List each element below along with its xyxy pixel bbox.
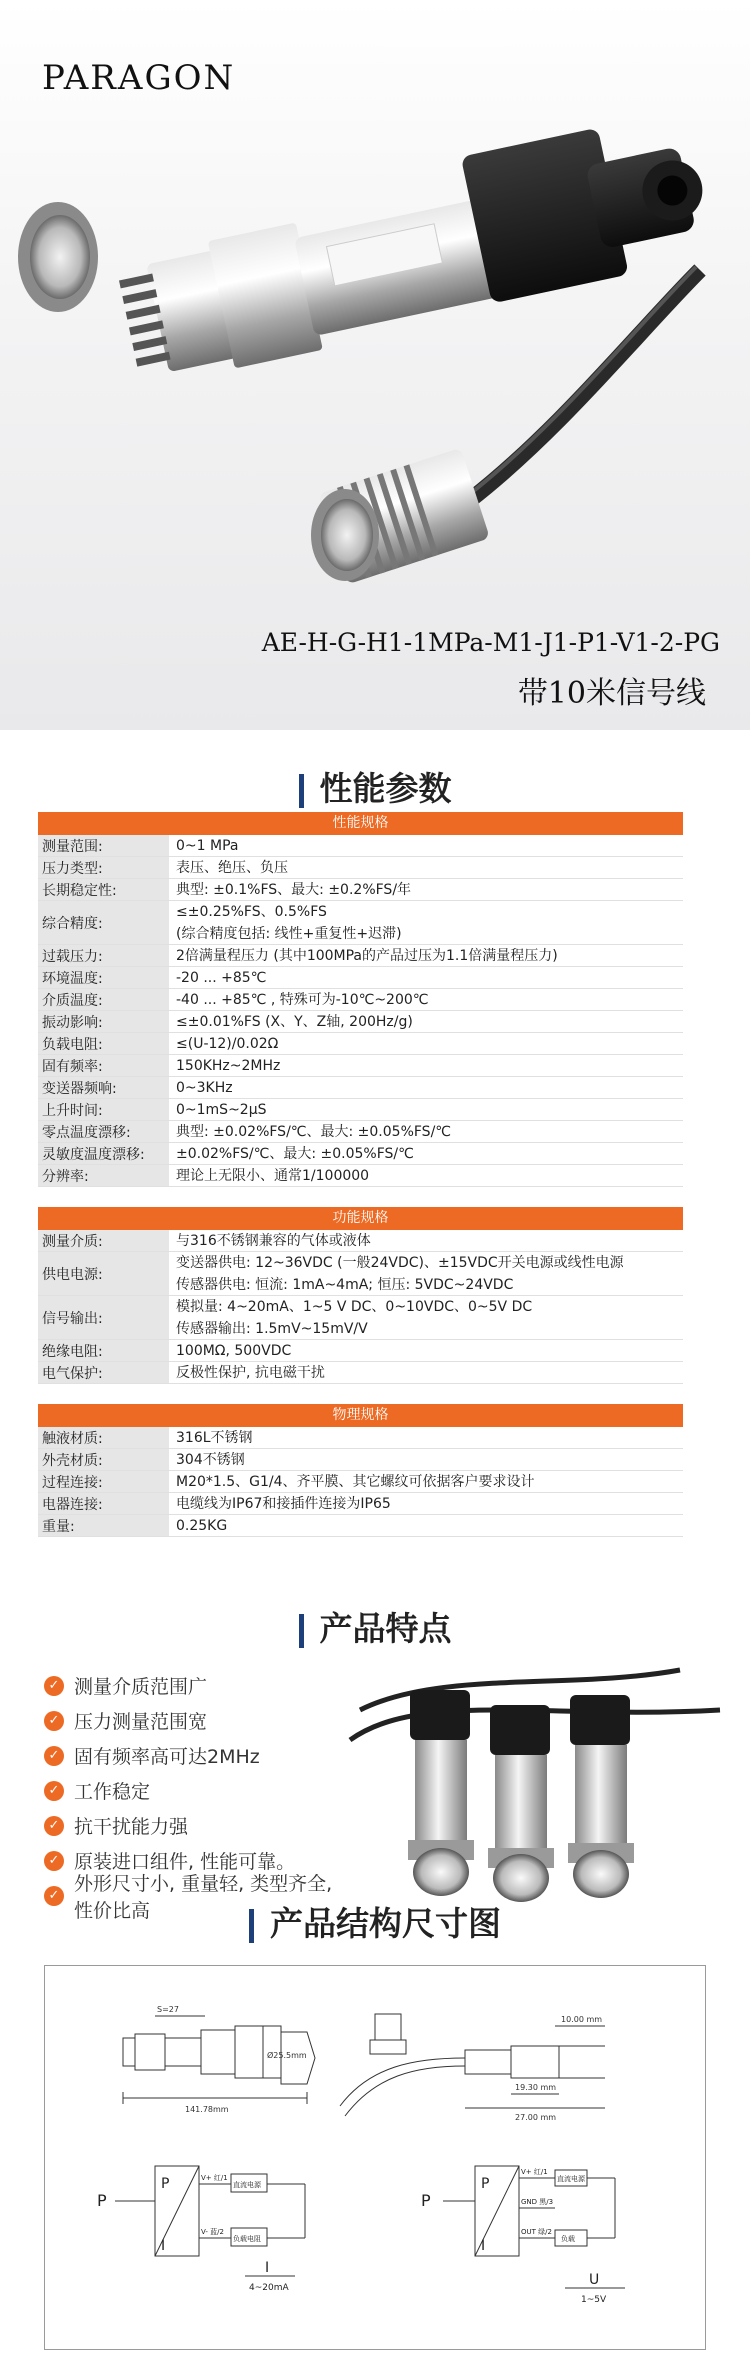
spec-key: 变送器频响: — [38, 1077, 170, 1098]
spec-key: 零点温度漂移: — [38, 1121, 170, 1142]
spec-value-line: 0~3KHz — [176, 1079, 233, 1096]
feature-text: 压力测量范围宽 — [74, 1711, 208, 1733]
spec-row — [38, 1252, 683, 1296]
spec-value-line: 典型: ±0.1%FS、最大: ±0.2%FS/年 — [176, 881, 412, 898]
spec-key: 供电电源: — [38, 1252, 170, 1295]
spec-value-line: 表压、绝压、负压 — [176, 859, 288, 876]
check-icon: ✓ — [44, 1816, 64, 1836]
spec-value-line: ±0.02%FS/℃、最大: ±0.05%FS/℃ — [176, 1145, 414, 1162]
feature-item — [44, 1703, 344, 1738]
spec-row — [38, 1449, 683, 1471]
spec-value — [170, 1230, 683, 1251]
check-icon: ✓ — [44, 1676, 64, 1696]
dim-len-a: 19.30 mm — [515, 2083, 557, 2092]
spec-row — [38, 1077, 683, 1099]
dim-hex: S=27 — [157, 2005, 179, 2014]
wiring-right-box1: 直流电源 — [557, 2175, 585, 2183]
wiring-left-p: P — [161, 2176, 170, 2192]
spec-key: 过程连接: — [38, 1471, 170, 1492]
wiring-left-input: P — [97, 2191, 107, 2210]
wiring-right-term1: V+ 红/1 — [521, 2168, 548, 2176]
spec-value-line: 0~1 MPa — [176, 837, 239, 854]
spec-section-title: 性能参数 — [0, 763, 750, 810]
spec-value — [170, 1449, 683, 1470]
wiring-left-box2: 负载电阻 — [233, 2235, 261, 2243]
dim-diameter: Ø25.5mm — [267, 2051, 307, 2060]
spec-key: 压力类型: — [38, 857, 170, 878]
features-section-title: 产品特点 — [0, 1603, 750, 1650]
spec-value-line: 150KHz~2MHz — [176, 1057, 281, 1074]
spec-value — [170, 1011, 683, 1032]
wiring-right-input: P — [421, 2191, 431, 2210]
spec-key: 信号输出: — [38, 1296, 170, 1339]
spec-value — [170, 1493, 683, 1514]
wiring-left-output-range: 4~20mA — [249, 2283, 289, 2293]
spec-value — [170, 1340, 683, 1361]
model-number: AE-H-G-H1-1MPa-M1-J1-P1-V1-2-PG — [261, 628, 720, 657]
spec-value — [170, 967, 683, 988]
spec-row — [38, 901, 683, 945]
spec-row — [38, 1121, 683, 1143]
check-icon: ✓ — [44, 1746, 64, 1766]
spec-value-line: 传感器供电: 恒流: 1mA~4mA; 恒压: 5VDC~24VDC — [176, 1276, 514, 1293]
spec-group-gap — [38, 1187, 683, 1207]
spec-value-line: 变送器供电: 12~36VDC (一般24VDC)、±15VDC开关电源或线性电源 — [176, 1254, 624, 1271]
spec-value — [170, 901, 683, 944]
wiring-right-term3: OUT 绿/2 — [521, 2228, 552, 2236]
dim-len-b: 27.00 mm — [515, 2113, 557, 2122]
spec-key: 测量范围: — [38, 835, 170, 856]
spec-row — [38, 1033, 683, 1055]
spec-value — [170, 1471, 683, 1492]
spec-key: 振动影响: — [38, 1011, 170, 1032]
spec-value — [170, 1296, 683, 1339]
product-image — [0, 0, 750, 730]
feature-text: 固有频率高可达2MHz — [74, 1746, 260, 1768]
spec-value — [170, 1362, 683, 1383]
spec-value-line: 典型: ±0.02%FS/℃、最大: ±0.05%FS/℃ — [176, 1123, 452, 1140]
spec-value-line: 反极性保护, 抗电磁干扰 — [176, 1364, 325, 1381]
check-icon: ✓ — [44, 1851, 64, 1871]
spec-row — [38, 1055, 683, 1077]
spec-row — [38, 879, 683, 901]
title-bar-decoration — [299, 774, 304, 808]
spec-key: 负载电阻: — [38, 1033, 170, 1054]
wiring-left-output-symbol: I — [265, 2260, 270, 2276]
dimension-drawing-canvas — [45, 1966, 707, 2351]
spec-group-header: 物理规格 — [38, 1404, 683, 1427]
spec-value — [170, 879, 683, 900]
feature-item — [44, 1773, 344, 1808]
spec-key: 固有频率: — [38, 1055, 170, 1076]
wiring-left-box1: 直流电源 — [233, 2181, 261, 2189]
spec-row — [38, 1296, 683, 1340]
spec-value — [170, 1252, 683, 1295]
spec-key: 外壳材质: — [38, 1449, 170, 1470]
spec-value-line: M20*1.5、G1/4、齐平膜、其它螺纹可依据客户要求设计 — [176, 1473, 535, 1490]
spec-value-line: 理论上无限小、通常1/100000 — [176, 1167, 370, 1184]
spec-value — [170, 857, 683, 878]
spec-group-gap — [38, 1384, 683, 1404]
spec-group-header: 功能规格 — [38, 1207, 683, 1230]
spec-key: 综合精度: — [38, 901, 170, 944]
spec-table — [38, 812, 683, 1537]
wiring-right-term2: GND 黑/3 — [521, 2198, 554, 2206]
spec-value — [170, 989, 683, 1010]
spec-value-line: (综合精度包括: 线性+重复性+迟滞) — [176, 925, 402, 942]
spec-value-line: ≤±0.01%FS (X、Y、Z轴, 200Hz/g) — [176, 1013, 413, 1030]
spec-value — [170, 1055, 683, 1076]
spec-key: 触液材质: — [38, 1427, 170, 1448]
wiring-right-box2: 负载 — [561, 2235, 575, 2243]
spec-row — [38, 1143, 683, 1165]
spec-value-line: 电缆线为IP67和接插件连接为IP65 — [176, 1495, 391, 1512]
spec-value-line: 0.25KG — [176, 1517, 228, 1534]
spec-value-line: 100MΩ, 500VDC — [176, 1342, 292, 1359]
spec-key: 介质温度: — [38, 989, 170, 1010]
spec-key: 长期稳定性: — [38, 879, 170, 900]
feature-text: 抗干扰能力强 — [74, 1816, 189, 1838]
feature-text: 外形尺寸小, 重量轻, 类型齐全, 性价比高 — [74, 1872, 333, 1922]
hero-banner — [0, 0, 750, 730]
spec-row — [38, 1230, 683, 1252]
brand-logo: PARAGON — [42, 58, 236, 98]
feature-text: 原装进口组件, 性能可靠。 — [74, 1851, 296, 1873]
spec-key: 灵敏度温度漂移: — [38, 1143, 170, 1164]
wiring-right-i: I — [481, 2238, 486, 2254]
spec-row — [38, 835, 683, 857]
product-group-image — [320, 1650, 740, 1910]
wiring-left-term2: V- 蓝/2 — [201, 2228, 224, 2236]
spec-row — [38, 1515, 683, 1537]
spec-value — [170, 945, 683, 966]
spec-row — [38, 989, 683, 1011]
spec-value-line: 316L不锈钢 — [176, 1429, 253, 1446]
spec-value — [170, 1427, 683, 1448]
spec-value — [170, 1121, 683, 1142]
wiring-right-output-symbol: U — [589, 2272, 600, 2288]
spec-row — [38, 1427, 683, 1449]
spec-value — [170, 1099, 683, 1120]
check-icon: ✓ — [44, 1711, 64, 1731]
dim-len-c: 10.00 mm — [561, 2015, 603, 2024]
wiring-right-p: P — [481, 2176, 490, 2192]
spec-value-line: -40 ... +85℃ , 特殊可为-10℃~200℃ — [176, 991, 429, 1008]
feature-text: 测量介质范围广 — [74, 1676, 208, 1698]
feature-text: 工作稳定 — [74, 1781, 151, 1803]
check-icon: ✓ — [44, 1781, 64, 1801]
wiring-right-output-range: 1~5V — [581, 2295, 607, 2305]
spec-group-header: 性能规格 — [38, 812, 683, 835]
spec-value-line: 0~1mS~2μS — [176, 1101, 267, 1118]
feature-item — [44, 1668, 344, 1703]
spec-value — [170, 1033, 683, 1054]
spec-row — [38, 945, 683, 967]
spec-value — [170, 1515, 683, 1536]
spec-value-line: 304不锈钢 — [176, 1451, 245, 1468]
spec-value-line: 模拟量: 4~20mA、1~5 V DC、0~10VDC、0~5V DC — [176, 1298, 533, 1315]
spec-row — [38, 1493, 683, 1515]
check-icon: ✓ — [44, 1886, 64, 1906]
title-bar-decoration — [299, 1614, 304, 1648]
cable-note: 带10米信号线 — [517, 676, 706, 711]
spec-value-line: -20 ... +85℃ — [176, 969, 267, 986]
spec-value — [170, 1143, 683, 1164]
spec-row — [38, 1011, 683, 1033]
spec-key: 过载压力: — [38, 945, 170, 966]
feature-item — [44, 1738, 344, 1773]
spec-key: 上升时间: — [38, 1099, 170, 1120]
spec-key: 绝缘电阻: — [38, 1340, 170, 1361]
spec-row — [38, 857, 683, 879]
spec-value — [170, 1165, 683, 1186]
spec-key: 电气保护: — [38, 1362, 170, 1383]
spec-value-line: ≤(U-12)/0.02Ω — [176, 1035, 279, 1052]
spec-key: 测量介质: — [38, 1230, 170, 1251]
feature-item — [44, 1808, 344, 1843]
wiring-left-term1: V+ 红/1 — [201, 2174, 228, 2182]
spec-row — [38, 1099, 683, 1121]
spec-value-line: ≤±0.25%FS、0.5%FS — [176, 903, 327, 920]
spec-row — [38, 1165, 683, 1187]
spec-value-line: 2倍满量程压力 (其中100MPa的产品过压为1.1倍满量程压力) — [176, 947, 558, 964]
spec-row — [38, 1340, 683, 1362]
spec-value — [170, 1077, 683, 1098]
spec-value-line: 与316不锈钢兼容的气体或液体 — [176, 1232, 371, 1249]
title-bar-decoration — [249, 1909, 254, 1943]
spec-key: 重量: — [38, 1515, 170, 1536]
spec-row — [38, 967, 683, 989]
dimension-drawing — [44, 1965, 706, 2350]
wiring-left-i: I — [161, 2238, 166, 2254]
structure-section-title: 产品结构尺寸图 — [0, 1898, 750, 1945]
spec-value-line: 传感器输出: 1.5mV~15mV/V — [176, 1320, 368, 1337]
dim-total-length: 141.78mm — [185, 2105, 229, 2114]
spec-row — [38, 1362, 683, 1384]
spec-key: 电器连接: — [38, 1493, 170, 1514]
features-list — [44, 1668, 344, 1922]
spec-row — [38, 1471, 683, 1493]
spec-key: 环境温度: — [38, 967, 170, 988]
spec-key: 分辨率: — [38, 1165, 170, 1186]
spec-value — [170, 835, 683, 856]
